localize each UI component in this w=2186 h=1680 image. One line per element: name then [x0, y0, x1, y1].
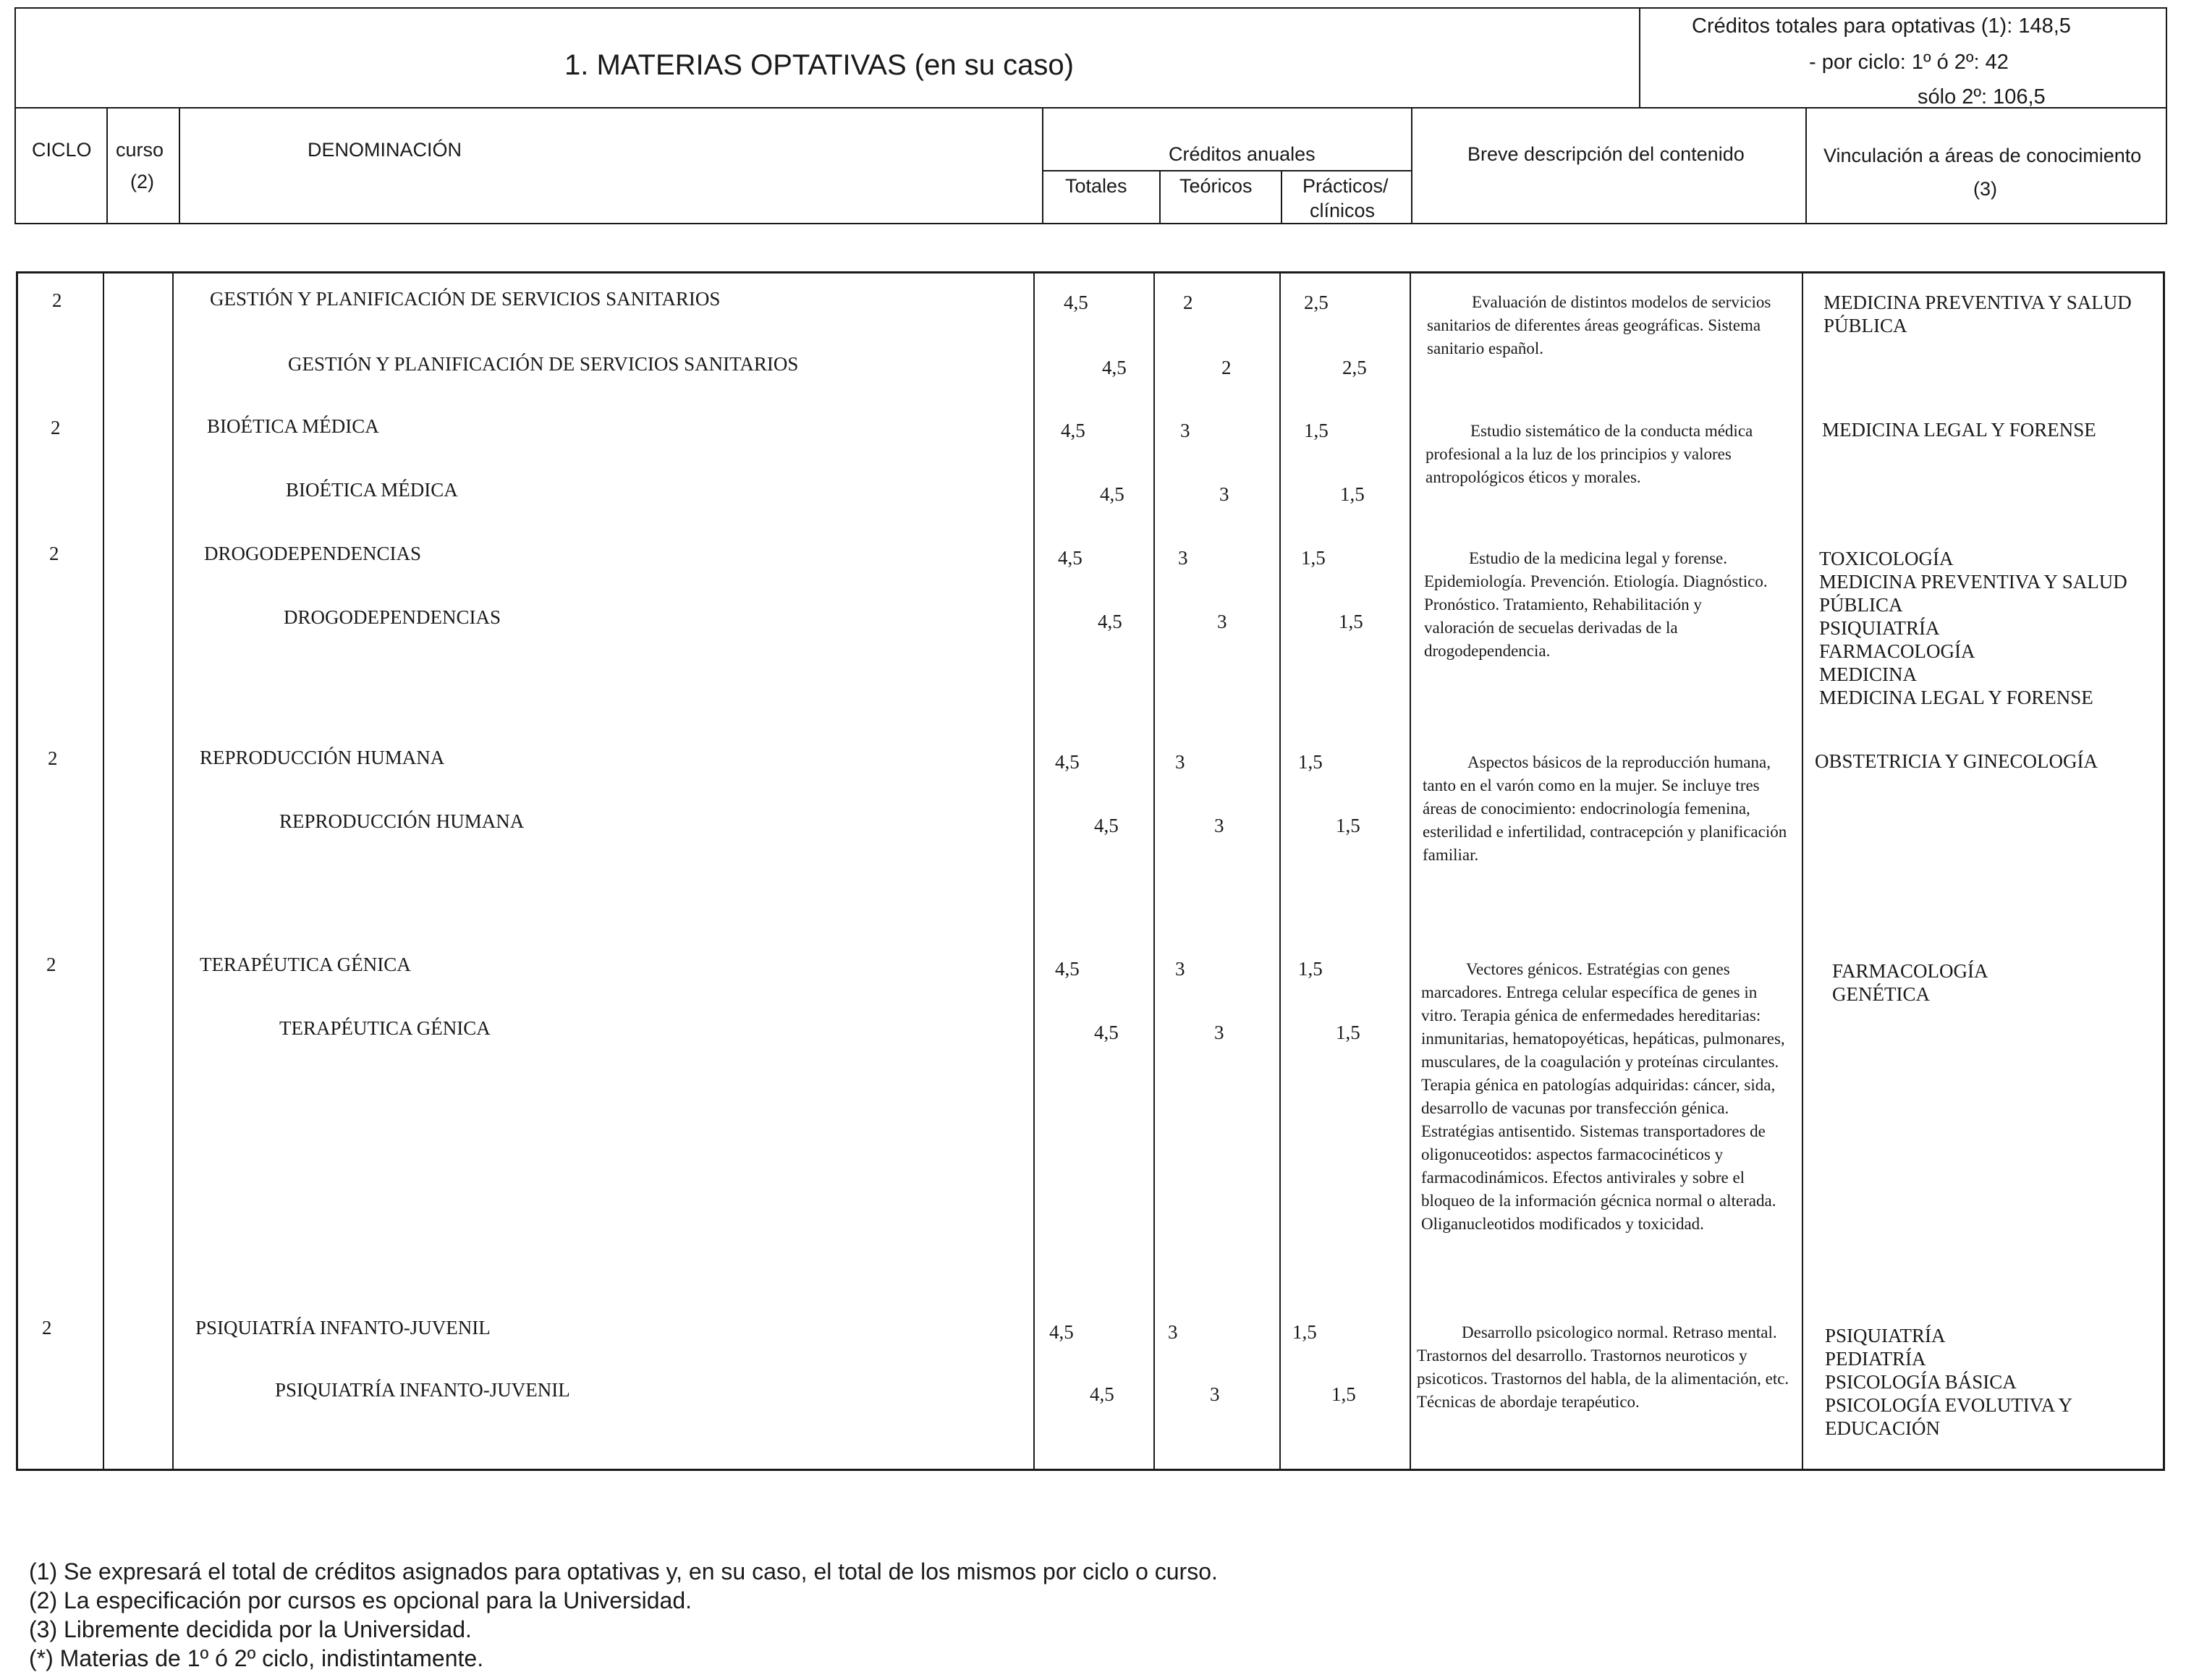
- col-divider: [1805, 107, 1807, 224]
- col-divider: [1033, 271, 1035, 1471]
- col-header-practicos: Prácticos/: [1302, 175, 1389, 197]
- row-practicos: 1,5: [1298, 958, 1323, 980]
- row-name: TERAPÉUTICA GÉNICA: [200, 954, 411, 975]
- row-ciclo: 2: [52, 289, 62, 311]
- row-name: DROGODEPENDENCIAS: [204, 543, 422, 564]
- row-areas: MEDICINA LEGAL Y FORENSE: [1822, 419, 2096, 441]
- header-title-divider: [1639, 7, 1640, 107]
- row-sub-teoricos: 2: [1221, 357, 1232, 378]
- header-divider: [14, 107, 2167, 109]
- col-header-curso: curso: [116, 139, 164, 161]
- row-sub-name: REPRODUCCIÓN HUMANA: [279, 810, 525, 832]
- row-sub-name: GESTIÓN Y PLANIFICACIÓN DE SERVICIOS SANITARIOS: [288, 353, 799, 375]
- row-sub-totales: 4,5: [1090, 1383, 1114, 1405]
- col-header-curso-note: (2): [130, 171, 154, 192]
- row-sub-teoricos: 3: [1217, 611, 1227, 632]
- col-divider: [106, 107, 108, 224]
- col-divider: [1411, 107, 1412, 224]
- row-name: PSIQUIATRÍA INFANTO-JUVENIL: [195, 1317, 491, 1339]
- row-teoricos: 3: [1178, 547, 1188, 569]
- row-ciclo: 2: [42, 1317, 52, 1339]
- row-teoricos: 3: [1168, 1321, 1178, 1343]
- col-divider: [1281, 170, 1282, 224]
- row-sub-practicos: 1,5: [1336, 815, 1360, 836]
- row-description: Estudio sistemático de la conducta médica profesional a la luz de los principios y valores antropológicos éticos y morales.: [1425, 422, 1753, 486]
- row-sub-teoricos: 3: [1219, 483, 1229, 505]
- col-divider: [179, 107, 180, 224]
- col-divider: [172, 271, 174, 1471]
- row-ciclo: 2: [51, 417, 61, 438]
- row-areas: FARMACOLOGÍA GENÉTICA: [1832, 960, 1988, 1005]
- row-sub-name: DROGODEPENDENCIAS: [284, 606, 501, 628]
- row-sub-name: PSIQUIATRÍA INFANTO-JUVENIL: [275, 1379, 570, 1401]
- credits-second-cycle: sólo 2º: 106,5: [1918, 85, 2046, 109]
- col-divider: [103, 271, 104, 1471]
- row-practicos: 1,5: [1292, 1321, 1317, 1343]
- row-sub-practicos: 1,5: [1331, 1383, 1356, 1405]
- row-sub-teoricos: 3: [1214, 1022, 1224, 1043]
- row-areas: PSIQUIATRÍA PEDIATRÍA PSICOLOGÍA BÁSICA PSICOLOGÍA EVOLUTIVA Y EDUCACIÓN: [1825, 1325, 2072, 1439]
- row-description: Vectores génicos. Estratégias con genes marcadores. Entrega celular específica de genes in vitro. Terapia génica de enfermedades hereditarias: inmunitarias, hematopoyéticas, hepáticas, pulmonares, musculares, de la coagulación y proteínas circulantes. Terapia génica en patologías adquiridas: cáncer, sida, desarrollo de vacunas por transfección génica. Estratégias antisentido. Sistemas transportadores de oligonuceotidos: aspectos farmacocinéticos y farmacodinámicos. Efectos antivirales y sobre el bloqueo de la información gécnica normal o alterada. Oliganucleotidos modificados y toxicidad.: [1421, 960, 1785, 1233]
- row-sub-totales: 4,5: [1100, 483, 1124, 505]
- body-table: [16, 271, 2165, 1471]
- row-practicos: 2,5: [1304, 292, 1329, 313]
- row-ciclo: 2: [48, 747, 58, 769]
- row-sub-practicos: 1,5: [1336, 1022, 1360, 1043]
- row-name: BIOÉTICA MÉDICA: [207, 415, 379, 437]
- row-sub-totales: 4,5: [1094, 815, 1119, 836]
- footnote: (2) La especificación por cursos es opcional para la Universidad.: [29, 1587, 692, 1613]
- credits-per-cycle: - por ciclo: 1º ó 2º: 42: [1809, 51, 2009, 74]
- col-header-denominacion: DENOMINACIÓN: [308, 139, 462, 161]
- row-ciclo: 2: [49, 543, 59, 564]
- row-sub-totales: 4,5: [1102, 357, 1127, 378]
- row-sub-name: BIOÉTICA MÉDICA: [286, 479, 458, 501]
- col-divider: [1410, 271, 1411, 1471]
- footnote: (1) Se expresará el total de créditos asignados para optativas y, en su caso, el total de los mismos por ciclo o curso.: [29, 1558, 1218, 1584]
- col-divider: [1042, 107, 1043, 224]
- row-totales: 4,5: [1064, 292, 1088, 313]
- row-totales: 4,5: [1058, 547, 1083, 569]
- row-sub-teoricos: 3: [1214, 815, 1224, 836]
- col-header-vinculacion-note: (3): [1973, 178, 1997, 200]
- row-totales: 4,5: [1055, 751, 1080, 773]
- row-teoricos: 3: [1175, 751, 1185, 773]
- row-sub-practicos: 2,5: [1342, 357, 1367, 378]
- col-header-vinculacion: Vinculación a áreas de conocimiento: [1823, 145, 2142, 166]
- col-header-creditos-anuales: Créditos anuales: [1169, 143, 1316, 165]
- credits-subheader-divider: [1042, 170, 1411, 171]
- row-description: Desarrollo psicologico normal. Retraso mental. Trastornos del desarrollo. Trastornos neuroticos y psicoticos. Trastornos del habla, de la alimentación, etc. Técnicas de abordaje terapéutico.: [1417, 1323, 1789, 1411]
- col-divider: [1153, 271, 1155, 1471]
- col-header-clinicos: clínicos: [1310, 200, 1376, 221]
- col-header-ciclo: CICLO: [32, 139, 92, 161]
- row-sub-teoricos: 3: [1210, 1383, 1220, 1405]
- row-sub-practicos: 1,5: [1340, 483, 1365, 505]
- row-sub-name: TERAPÉUTICA GÉNICA: [279, 1017, 491, 1039]
- row-totales: 4,5: [1049, 1321, 1074, 1343]
- row-practicos: 1,5: [1301, 547, 1326, 569]
- row-sub-totales: 4,5: [1098, 611, 1122, 632]
- footnote: (3) Libremente decidida por la Universidad.: [29, 1616, 472, 1642]
- row-teoricos: 2: [1183, 292, 1193, 313]
- row-areas: OBSTETRICIA Y GINECOLOGÍA: [1815, 750, 2098, 772]
- row-description: Evaluación de distintos modelos de servicios sanitarios de diferentes áreas geográficas. Sistema sanitario español.: [1427, 293, 1771, 357]
- row-sub-totales: 4,5: [1094, 1022, 1119, 1043]
- row-description: Estudio de la medicina legal y forense. Epidemiología. Prevención. Etiología. Diagnóstico. Pronóstico. Tratamiento, Rehabilitación y valoración de secuelas derivadas de la drogodependencia.: [1424, 549, 1768, 660]
- col-divider: [1802, 271, 1803, 1471]
- row-name: GESTIÓN Y PLANIFICACIÓN DE SERVICIOS SANITARIOS: [210, 288, 721, 310]
- row-practicos: 1,5: [1298, 751, 1323, 773]
- row-teoricos: 3: [1175, 958, 1185, 980]
- row-totales: 4,5: [1061, 420, 1085, 441]
- col-header-totales: Totales: [1065, 175, 1127, 197]
- row-sub-practicos: 1,5: [1339, 611, 1363, 632]
- col-divider: [1159, 170, 1161, 224]
- row-ciclo: 2: [46, 954, 56, 975]
- credits-total: Créditos totales para optativas (1): 148,5: [1692, 14, 2071, 38]
- row-totales: 4,5: [1055, 958, 1080, 980]
- row-teoricos: 3: [1180, 420, 1190, 441]
- col-header-descripcion: Breve descripción del contenido: [1467, 143, 1745, 165]
- row-areas: TOXICOLOGÍA MEDICINA PREVENTIVA Y SALUD PÚBLICA PSIQUIATRÍA FARMACOLOGÍA MEDICINA MEDICINA LEGAL Y FORENSE: [1819, 548, 2127, 708]
- page-title: 1. MATERIAS OPTATIVAS (en su caso): [564, 49, 1074, 81]
- row-practicos: 1,5: [1304, 420, 1329, 441]
- col-divider: [1279, 271, 1281, 1471]
- row-name: REPRODUCCIÓN HUMANA: [200, 747, 445, 768]
- row-areas: MEDICINA PREVENTIVA Y SALUD PÚBLICA: [1823, 292, 2132, 336]
- footnote: (*) Materias de 1º ó 2º ciclo, indistintamente.: [29, 1645, 484, 1671]
- row-description: Aspectos básicos de la reproducción humana, tanto en el varón como en la mujer. Se incluye tres áreas de conocimiento: endocrinología femenina, esterilidad e infertilidad, contracepción y planificación familiar.: [1423, 753, 1787, 864]
- col-header-teoricos: Teóricos: [1179, 175, 1253, 197]
